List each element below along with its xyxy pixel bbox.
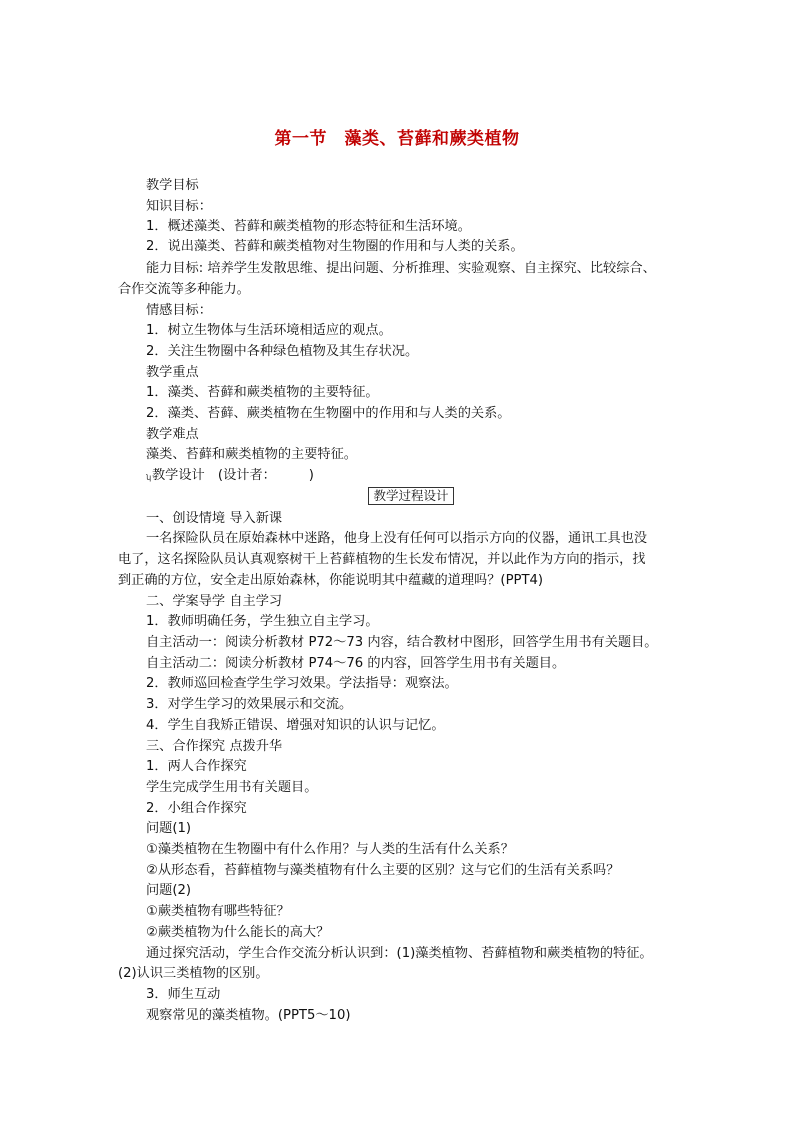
text-line: 藻类、苔藓和蕨类植物的主要特征。 <box>146 447 357 462</box>
text-line: 通过探究活动，学生合作交流分析认识到：(1)藻类植物、苔藓植物和蕨类植物的特征。 <box>146 946 653 961</box>
section-3-heading: 三、合作探究 点拨升华 <box>146 739 283 754</box>
text-line: ①藻类植物在生物圈中有什么作用？与人类的生活有什么关系？ <box>146 842 514 857</box>
text-line: 1．树立生物体与生活环境相适应的观点。 <box>146 323 392 338</box>
text-line: 自主活动二：阅读分析教材 P74～76 的内容，回答学生用书有关题目。 <box>146 656 566 671</box>
question-1-label: 问题(1) <box>146 821 192 836</box>
text-line: 学生完成学生用书有关题目。 <box>146 780 318 795</box>
question-2-label: 问题(2) <box>146 883 192 898</box>
page-title: 第一节 藻类、苔藓和蕨类植物 <box>274 129 520 149</box>
text-line: 观察常见的藻类植物。(PPT5～10) <box>146 1008 351 1023</box>
heading-difficulties: 教学难点 <box>146 427 199 442</box>
text-line: 1．教师明确任务，学生独立自主学习。 <box>146 614 379 629</box>
heading-teaching-goals: 教学目标 <box>146 178 199 193</box>
text-line: 2．关注生物圈中各种绿色植物及其生存状况。 <box>146 344 419 359</box>
emotion-goals-label: 情感目标： <box>146 303 212 318</box>
corner-mark: ʮ <box>146 473 152 482</box>
text-line: (2)认识三类植物的区别。 <box>118 966 269 981</box>
text-line: 3．师生互动 <box>146 987 221 1002</box>
text-line: 2．教师巡回检查学生学习效果。学法指导：观察法。 <box>146 676 458 691</box>
text-line: 电了，这名探险队员认真观察树干上苔藓植物的生长发布情况，并以此作为方向的指示，找 <box>118 552 646 567</box>
text-line: 一名探险队员在原始森林中迷路，他身上没有任何可以指示方向的仪器，通讯工具也没 <box>146 531 648 546</box>
text-line: ②蕨类植物为什么能长的高大？ <box>146 925 330 940</box>
process-design-banner: 教学过程设计 <box>368 487 454 505</box>
text-line: 1．概述藻类、苔藓和蕨类植物的形态特征和生活环境。 <box>146 219 471 234</box>
knowledge-goals-label: 知识目标： <box>146 199 212 214</box>
text-line: 2．藻类、苔藓、蕨类植物在生物圈中的作用和与人类的关系。 <box>146 406 511 421</box>
text-line: 2．说出藻类、苔藓和蕨类植物对生物圈的作用和与人类的关系。 <box>146 239 524 254</box>
text-line: ②从形态看，苔藓植物与藻类植物有什么主要的区别？这与它们的生活有关系吗？ <box>146 863 620 878</box>
text-line: 到正确的方位，安全走出原始森林，你能说明其中蕴藏的道理吗？(PPT4) <box>118 573 544 588</box>
text-line: 4．学生自我矫正错误、增强对知识的认识与记忆。 <box>146 718 445 733</box>
text-line: 合作交流等多种能力。 <box>118 282 250 297</box>
text-line: 自主活动一：阅读分析教材 P72～73 内容，结合教材中图形，回答学生用书有关题目。 <box>146 635 658 650</box>
ability-goals-line: 能力目标: 培养学生发散思维、提出问题、分析推理、实验观察、自主探究、比较综合、 <box>146 261 656 276</box>
text-line: 3．对学生学习的效果展示和交流。 <box>146 697 353 712</box>
section-2-heading: 二、学案导学 自主学习 <box>146 594 283 609</box>
text-line: 1．藻类、苔藓和蕨类植物的主要特征。 <box>146 385 379 400</box>
heading-key-points: 教学重点 <box>146 365 199 380</box>
text-line: 2．小组合作探究 <box>146 801 247 816</box>
teaching-design-line: 教学设计 (设计者： ) <box>152 468 314 483</box>
text-line: 1．两人合作探究 <box>146 759 247 774</box>
text-line: ①蕨类植物有哪些特征？ <box>146 904 290 919</box>
section-1-heading: 一、创设情境 导入新课 <box>146 511 283 526</box>
